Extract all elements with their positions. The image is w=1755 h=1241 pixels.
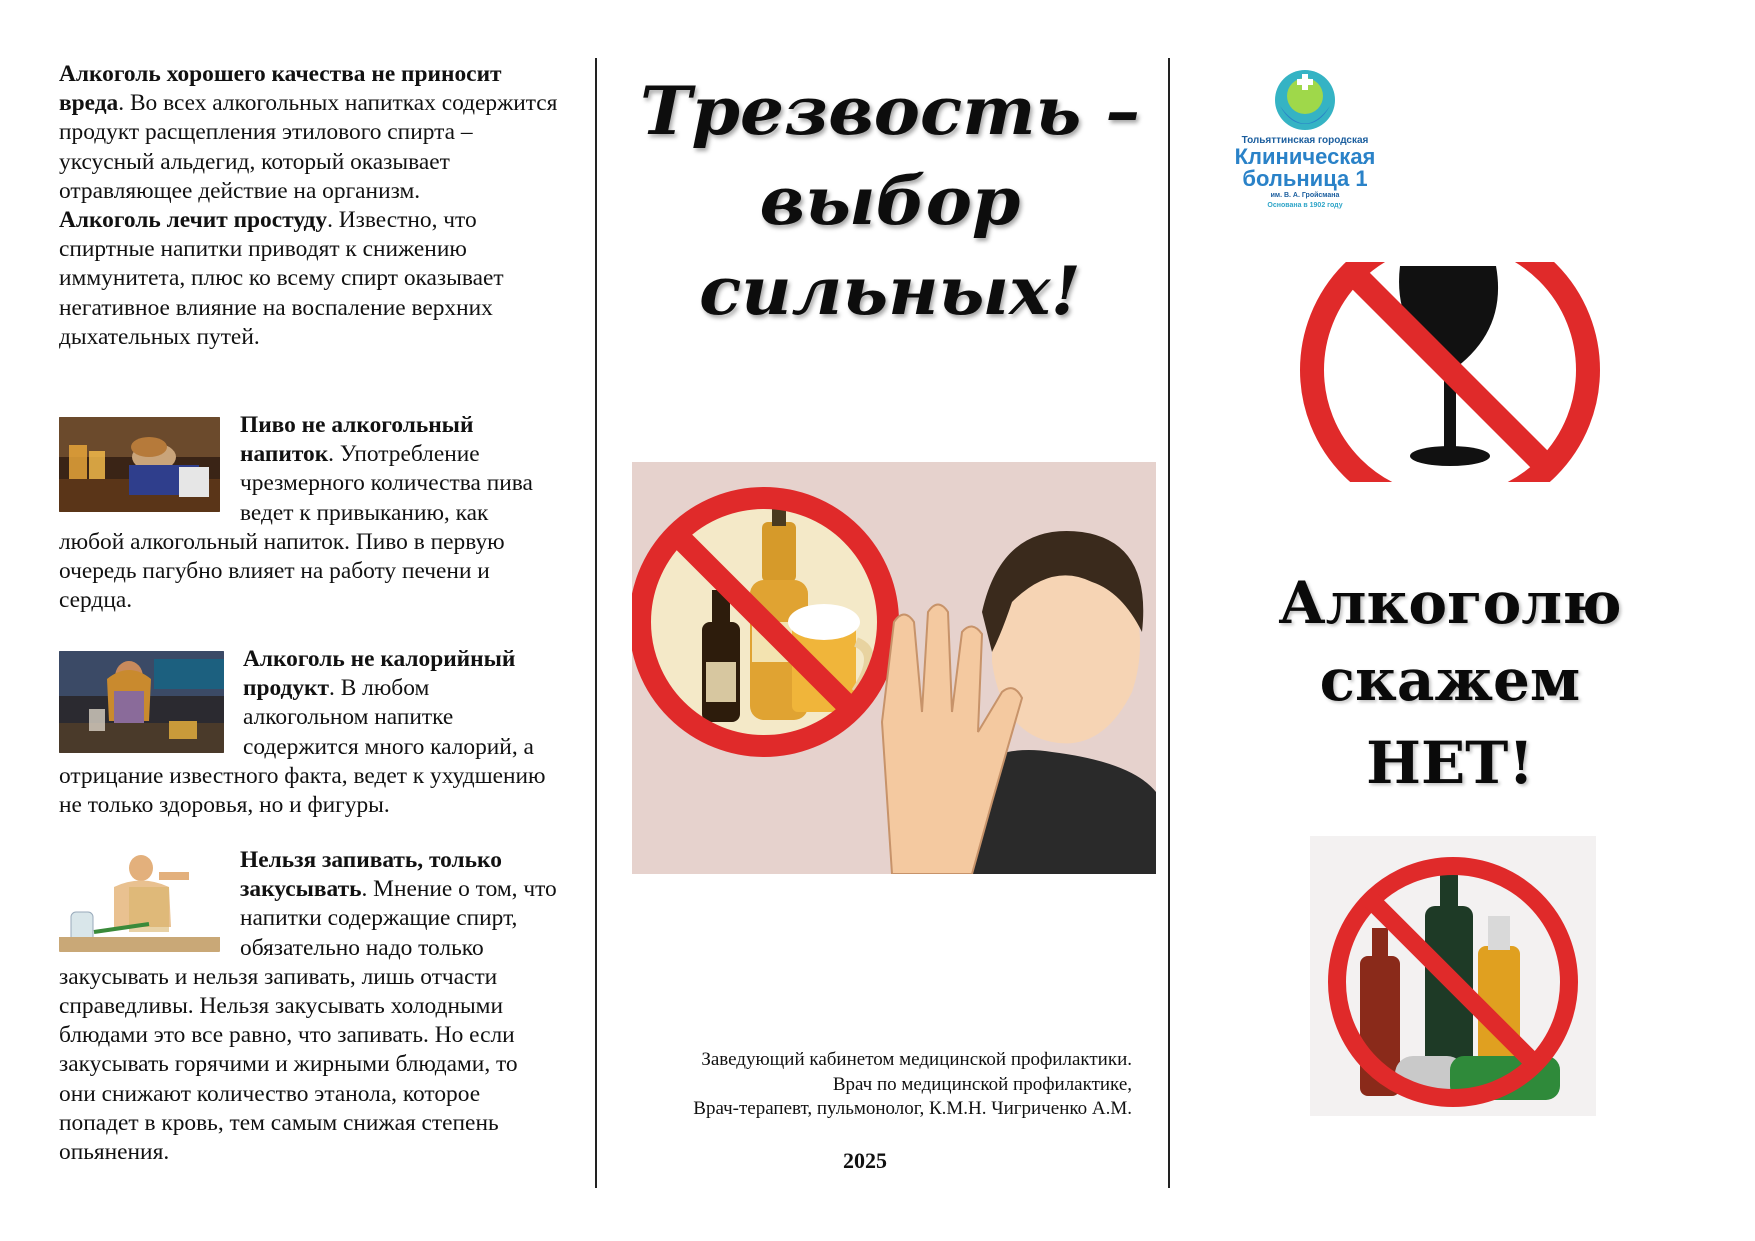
credit-line-1: Заведующий кабинетом медицинской профилактики. bbox=[701, 1049, 1132, 1070]
woman-drinks-table-photo bbox=[59, 651, 224, 753]
slogan-line-3: НЕТ! bbox=[1366, 729, 1534, 797]
logo-name-line-2: больница 1 bbox=[1242, 166, 1368, 191]
credit-line-3: Врач-терапевт, пульмонолог, К.М.Н. Чигриченко А.М. bbox=[693, 1098, 1132, 1119]
man-refusing-alcohol-illustration bbox=[632, 462, 1156, 874]
myth-drinking-text: . Мнение о том, что напитки содержащие спирт, обязательно надо только закусывать и нельзя запивать, лишь отчасти справедливы. Нельзя закусывать холодными блюдами это все равно, что запивать. Но если закусывать горячими и жирными блюдами, то они снижают количество этанола, которое попадет в кровь, тем самым снижая степень опьянения. bbox=[59, 876, 557, 1166]
myth-calories bbox=[59, 645, 559, 820]
man-drinking-vodka-photo bbox=[59, 852, 220, 952]
author-credits bbox=[600, 1048, 1132, 1122]
myth-drinking bbox=[59, 846, 559, 1167]
brochure-title bbox=[586, 66, 1195, 336]
myth-beer-text: . Употребление чрезмерного количества пива ведет к привыканию, как любой алкогольный напиток. Пиво в первую очередь пагубно влияет на работу печени и сердца. bbox=[59, 441, 533, 614]
logo-name-line-1: Клиническая bbox=[1234, 144, 1376, 169]
myth-calories-heading: Алкоголь не калорийный продукт bbox=[243, 646, 516, 702]
title-line-3: сильных! bbox=[699, 252, 1081, 330]
myth-drinking-heading: Нельзя запивать, только закусывать bbox=[240, 847, 502, 903]
title-line-1: Трезвость – bbox=[639, 72, 1141, 150]
myth-quality-text: . Во всех алкогольных напитках содержится продукт расщепления этилового спирта – уксусный альдегид, который оказывает отравляющее действие на организм. bbox=[59, 90, 558, 204]
myth-beer-heading: Пиво не алкогольный напиток bbox=[240, 412, 474, 468]
slogan bbox=[1250, 565, 1650, 802]
myth-quality-heading: Алкоголь хорошего качества не приносит вреда bbox=[59, 61, 502, 117]
credit-line-2: Врач по медицинской профилактике, bbox=[832, 1073, 1132, 1095]
myth-cold-text: . Известно, что спиртные напитки приводят к снижению иммунитета, плюс ко всему спирт оказывает негативное влияние на воспаление верхних дыхательных путей. bbox=[59, 207, 504, 350]
myth-calories-text: . В любом алкогольном напитке содержится много калорий, а отрицание известного факта, ведет к ухудшению не только здоровья, но и фигуры. bbox=[59, 675, 546, 819]
title-line-2: выбор bbox=[759, 162, 1021, 240]
slogan-line-2: скажем bbox=[1319, 646, 1581, 714]
no-wine-glass-icon bbox=[1300, 262, 1600, 482]
hospital-logo bbox=[1210, 66, 1400, 216]
myth-cold-heading: Алкоголь лечит простуду bbox=[59, 207, 328, 234]
publication-year: 2025 bbox=[843, 1148, 887, 1173]
slogan-line-1: Алкоголю bbox=[1278, 569, 1622, 637]
myth-beer bbox=[59, 411, 559, 615]
no-alcohol-bottles-icon bbox=[1310, 836, 1596, 1116]
hospital-logo-emblem-icon bbox=[1210, 66, 1400, 136]
myth-quality bbox=[59, 60, 559, 352]
logo-name-text bbox=[1210, 146, 1400, 190]
drunk-man-bar-photo bbox=[59, 417, 220, 512]
logo-honor-text: им. В. А. Гройсмана bbox=[1270, 192, 1340, 199]
logo-city-text: Тольяттинская городская bbox=[1241, 135, 1369, 146]
logo-founded-text: Основана в 1902 году bbox=[1267, 202, 1343, 209]
